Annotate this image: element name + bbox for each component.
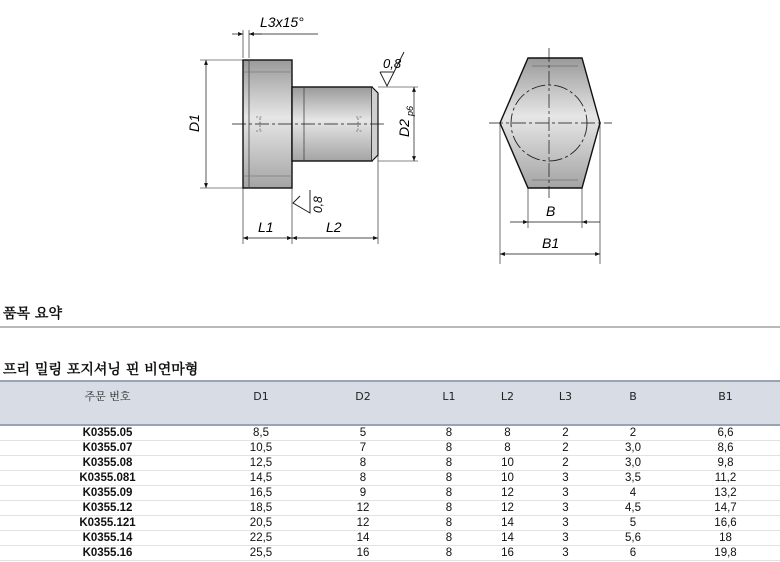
order-number-cell: K0355.16 — [0, 546, 215, 561]
table-row — [0, 531, 780, 546]
table-cell: 8 — [419, 516, 479, 531]
table-cell: 14,7 — [671, 501, 780, 516]
table-cell: 9,8 — [671, 456, 780, 471]
table-cell: 11,2 — [671, 471, 780, 486]
table-cell: 3 — [536, 471, 595, 486]
table-cell: 20,5 — [215, 516, 307, 531]
table-row — [0, 441, 780, 456]
table-cell: 8 — [419, 441, 479, 456]
table-cell: 8 — [419, 486, 479, 501]
col-header-d1: D1 — [215, 381, 307, 425]
table-cell: 14 — [479, 516, 536, 531]
table-cell: 6,6 — [671, 425, 780, 441]
l2-label: L2 — [326, 219, 342, 235]
table-cell: 8,5 — [215, 425, 307, 441]
table-cell: 5 — [595, 516, 671, 531]
order-number-cell: K0355.081 — [0, 471, 215, 486]
table-cell: 16,6 — [671, 516, 780, 531]
table-cell: 8 — [479, 425, 536, 441]
table-cell: 14 — [307, 531, 419, 546]
table-cell: 16 — [307, 546, 419, 561]
section-divider — [0, 326, 780, 328]
b-label: B — [546, 203, 556, 219]
table-cell: 3 — [536, 501, 595, 516]
table-cell: 8 — [419, 546, 479, 561]
summary-title: 품목 요약 — [3, 306, 62, 322]
table-row — [0, 516, 780, 531]
col-header-l2: L2 — [479, 381, 536, 425]
table-cell: 3 — [536, 516, 595, 531]
table-cell: 19,8 — [671, 546, 780, 561]
table-row — [0, 546, 780, 561]
table-cell: 12,5 — [215, 456, 307, 471]
col-header-l1: L1 — [419, 381, 479, 425]
dimensions-table — [0, 380, 780, 561]
table-cell: 8 — [419, 531, 479, 546]
table-cell: 10 — [479, 471, 536, 486]
d2-label: D2 — [396, 119, 412, 137]
table-cell: 14,5 — [215, 471, 307, 486]
table-cell: 5 — [307, 425, 419, 441]
table-cell: 13,2 — [671, 486, 780, 501]
col-header-b1: B1 — [671, 381, 780, 425]
table-row — [0, 486, 780, 501]
order-number-cell: K0355.08 — [0, 456, 215, 471]
table-cell: 14 — [479, 531, 536, 546]
l1-label: L1 — [258, 219, 274, 235]
col-header-l3: L3 — [536, 381, 595, 425]
table-cell: 3 — [536, 531, 595, 546]
table-cell: 12 — [479, 486, 536, 501]
table-cell: 16,5 — [215, 486, 307, 501]
table-cell: 12 — [479, 501, 536, 516]
table-cell: 3 — [536, 546, 595, 561]
order-number-cell: K0355.12 — [0, 501, 215, 516]
table-cell: 22,5 — [215, 531, 307, 546]
product-title: 프리 밀링 포지셔닝 핀 비연마형 — [3, 362, 199, 378]
table-cell: 4,5 — [595, 501, 671, 516]
table-cell: 12 — [307, 516, 419, 531]
table-cell: 8 — [479, 441, 536, 456]
col-header-d2: D2 — [307, 381, 419, 425]
end-view — [489, 48, 612, 264]
table-cell: 3 — [536, 486, 595, 501]
table-cell: 8 — [307, 456, 419, 471]
d1-label: D1 — [186, 114, 202, 132]
table-cell: 4 — [595, 486, 671, 501]
col-header-b: B — [595, 381, 671, 425]
table-cell: 8 — [419, 501, 479, 516]
table-cell: 8 — [419, 456, 479, 471]
table-cell: 8 — [419, 425, 479, 441]
table-row — [0, 471, 780, 486]
d2-tolerance-label: p6 — [405, 105, 415, 116]
order-number-cell: K0355.14 — [0, 531, 215, 546]
table-cell: 16 — [479, 546, 536, 561]
table-cell: 8 — [419, 471, 479, 486]
roughness-bottom-label: 0,8 — [311, 196, 325, 213]
table-cell: 2 — [536, 441, 595, 456]
table-cell: 6 — [595, 546, 671, 561]
table-cell: 2 — [536, 456, 595, 471]
table-cell: 5,6 — [595, 531, 671, 546]
col-header-order-number: 주문 번호 — [0, 381, 215, 425]
table-row — [0, 456, 780, 471]
table-cell: 2 — [595, 425, 671, 441]
side-view — [186, 14, 418, 244]
table-cell: 3,5 — [595, 471, 671, 486]
table-cell: 9 — [307, 486, 419, 501]
order-number-cell: K0355.121 — [0, 516, 215, 531]
table-cell: 12 — [307, 501, 419, 516]
roughness-top-label: 0,8 — [383, 56, 402, 71]
table-header-row — [0, 381, 780, 425]
b1-label: B1 — [542, 235, 560, 251]
table-row — [0, 501, 780, 516]
table-cell: 10,5 — [215, 441, 307, 456]
table-cell: 18 — [671, 531, 780, 546]
roughness-symbol-bottom — [293, 190, 310, 213]
table-cell: 8 — [307, 471, 419, 486]
order-number-cell: K0355.05 — [0, 425, 215, 441]
table-cell: 18,5 — [215, 501, 307, 516]
order-number-cell: K0355.09 — [0, 486, 215, 501]
table-cell: 3,0 — [595, 456, 671, 471]
table-cell: 3,0 — [595, 441, 671, 456]
table-cell: 2 — [536, 425, 595, 441]
table-cell: 10 — [479, 456, 536, 471]
table-cell: 8,6 — [671, 441, 780, 456]
chamfer-label: L3x15° — [260, 14, 304, 30]
table-cell: 7 — [307, 441, 419, 456]
table-cell: 25,5 — [215, 546, 307, 561]
table-row — [0, 425, 780, 441]
order-number-cell: K0355.07 — [0, 441, 215, 456]
